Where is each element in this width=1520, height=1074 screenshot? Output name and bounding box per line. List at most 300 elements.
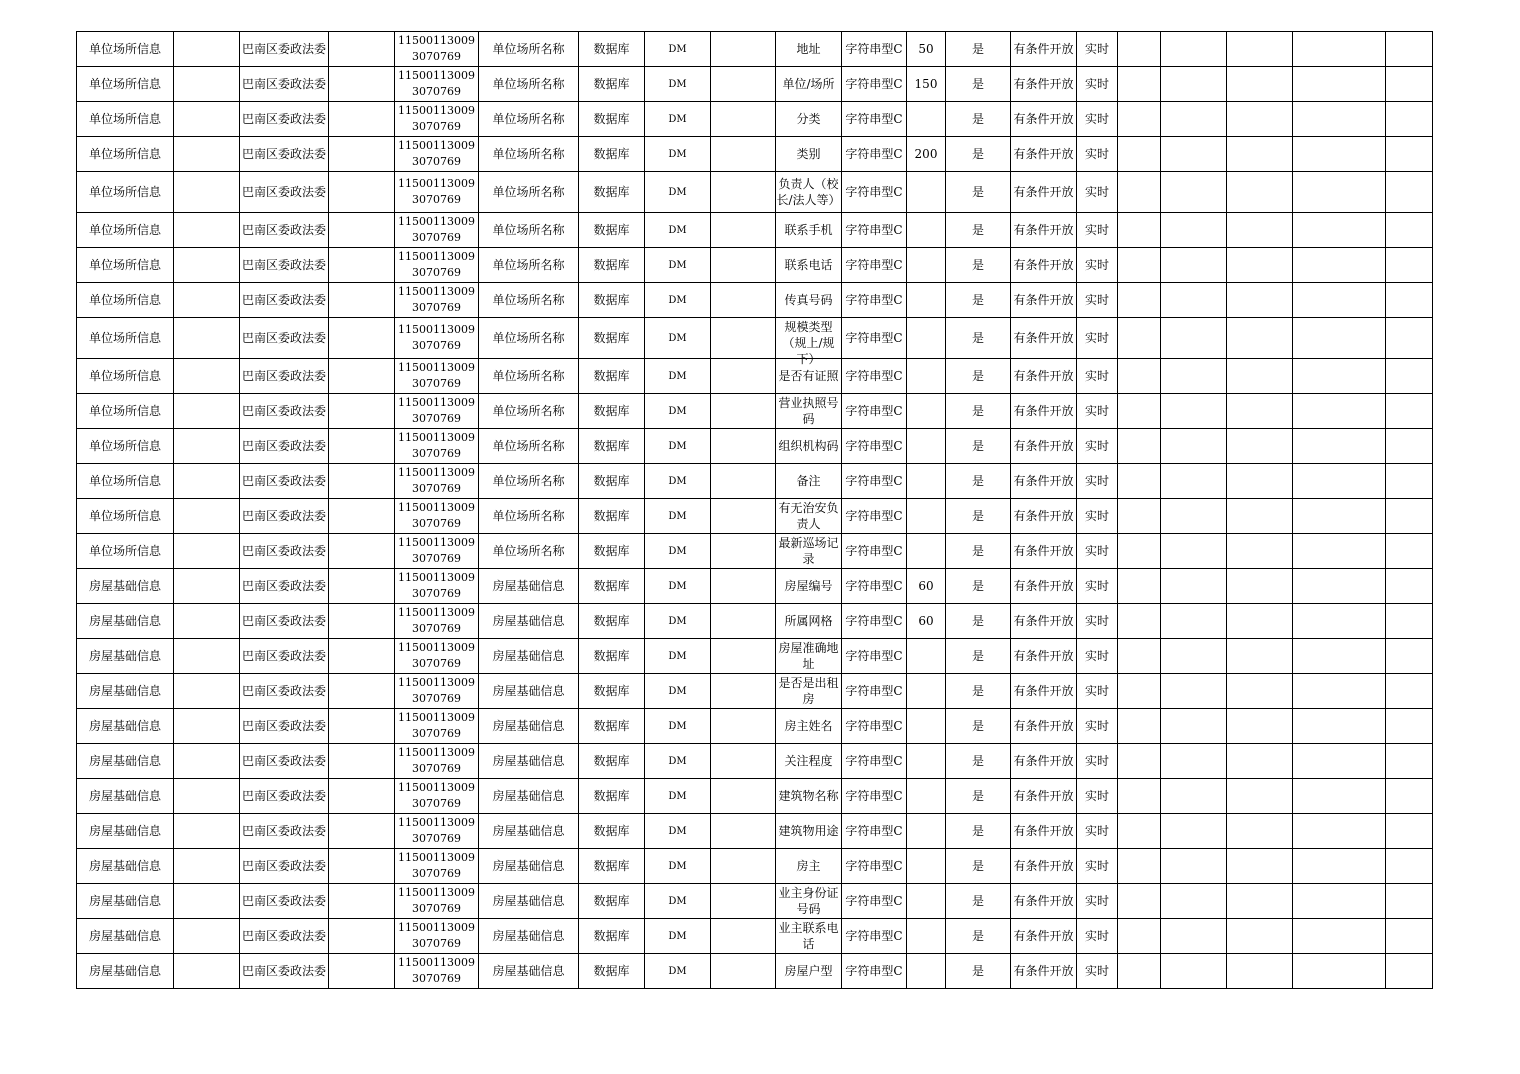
resource-name-cell <box>479 464 579 499</box>
category-cell <box>77 248 174 283</box>
field-name-cell <box>776 779 842 814</box>
length-cell <box>907 248 946 283</box>
category-text: 单位场所信息 <box>88 185 161 199</box>
data-type-text: 字符串型C <box>845 77 903 91</box>
field-name-text: 联系手机 <box>784 223 833 237</box>
resource-name-cell <box>479 318 579 359</box>
table-row <box>77 464 1433 499</box>
data-type-cell <box>842 744 907 779</box>
data-type-text: 字符串型C <box>845 509 903 523</box>
empty-cell <box>1118 639 1161 674</box>
format-text: DM <box>668 686 687 697</box>
required-text: 是 <box>971 42 984 56</box>
code-text: 115001130093070769 <box>398 139 475 168</box>
data-type-text: 字符串型C <box>845 614 903 628</box>
field-name-text: 负责人（校长/法人等） <box>776 177 841 207</box>
update-freq-text: 实时 <box>1084 964 1109 978</box>
required-text: 是 <box>971 964 984 978</box>
format-cell <box>645 499 711 534</box>
table-row <box>77 639 1433 674</box>
update-freq-text: 实时 <box>1084 474 1109 488</box>
table-row <box>77 534 1433 569</box>
format-text: DM <box>668 260 687 271</box>
empty-cell <box>1227 359 1293 394</box>
required-cell <box>946 919 1011 954</box>
department-cell <box>240 604 329 639</box>
update-freq-cell <box>1077 318 1118 359</box>
empty-cell <box>1118 359 1161 394</box>
field-name-cell <box>776 137 842 172</box>
data-type-cell <box>842 779 907 814</box>
empty-cell <box>1118 604 1161 639</box>
empty-cell <box>329 394 395 429</box>
required-cell <box>946 172 1011 213</box>
source-cell <box>579 534 645 569</box>
update-freq-text: 实时 <box>1084 404 1109 418</box>
table-row <box>77 102 1433 137</box>
category-cell <box>77 32 174 67</box>
category-text: 房屋基础信息 <box>88 754 161 768</box>
category-text: 单位场所信息 <box>88 439 161 453</box>
resource-name-text: 房屋基础信息 <box>492 929 565 943</box>
source-text: 数据库 <box>593 579 630 593</box>
code-text: 115001130093070769 <box>398 641 475 670</box>
required-text: 是 <box>971 754 984 768</box>
source-text: 数据库 <box>593 544 630 558</box>
data-type-text: 字符串型C <box>845 964 903 978</box>
department-text: 巴南区委政法委 <box>241 112 326 126</box>
required-cell <box>946 709 1011 744</box>
field-name-text: 最新巡场记录 <box>778 536 839 566</box>
source-cell <box>579 248 645 283</box>
data-type-cell <box>842 429 907 464</box>
required-cell <box>946 32 1011 67</box>
empty-cell <box>1386 32 1433 67</box>
resource-name-cell <box>479 248 579 283</box>
data-type-text: 字符串型C <box>845 929 903 943</box>
data-type-text: 字符串型C <box>845 369 903 383</box>
category-cell <box>77 674 174 709</box>
required-text: 是 <box>971 112 984 126</box>
format-text: DM <box>668 511 687 522</box>
share-type-cell <box>1011 779 1077 814</box>
source-cell <box>579 213 645 248</box>
empty-cell <box>711 283 776 318</box>
update-freq-text: 实时 <box>1084 42 1109 56</box>
empty-cell <box>1118 884 1161 919</box>
length-cell <box>907 814 946 849</box>
required-cell <box>946 639 1011 674</box>
category-text: 房屋基础信息 <box>88 649 161 663</box>
format-text: DM <box>668 79 687 90</box>
empty-cell <box>1227 499 1293 534</box>
format-text: DM <box>668 225 687 236</box>
category-cell <box>77 954 174 989</box>
empty-cell <box>174 534 240 569</box>
department-text: 巴南区委政法委 <box>241 509 326 523</box>
table-row <box>77 779 1433 814</box>
data-type-text: 字符串型C <box>845 404 903 418</box>
empty-cell <box>1386 779 1433 814</box>
empty-cell <box>1293 499 1386 534</box>
source-text: 数据库 <box>593 964 630 978</box>
share-type-cell <box>1011 569 1077 604</box>
table-body <box>77 32 1433 989</box>
data-type-cell <box>842 172 907 213</box>
required-cell <box>946 137 1011 172</box>
code-cell <box>395 32 479 67</box>
format-text: DM <box>668 791 687 802</box>
data-type-cell <box>842 814 907 849</box>
empty-cell <box>174 213 240 248</box>
empty-cell <box>1386 534 1433 569</box>
resource-name-cell <box>479 674 579 709</box>
source-cell <box>579 172 645 213</box>
empty-cell <box>711 849 776 884</box>
code-cell <box>395 709 479 744</box>
empty-cell <box>174 639 240 674</box>
field-name-cell <box>776 32 842 67</box>
code-cell <box>395 534 479 569</box>
empty-cell <box>1227 744 1293 779</box>
length-text: 60 <box>918 614 934 628</box>
table-row <box>77 604 1433 639</box>
source-text: 数据库 <box>593 789 630 803</box>
source-cell <box>579 604 645 639</box>
update-freq-text: 实时 <box>1084 223 1109 237</box>
empty-cell <box>1161 283 1227 318</box>
code-cell <box>395 67 479 102</box>
empty-cell <box>1227 849 1293 884</box>
update-freq-cell <box>1077 604 1118 639</box>
department-cell <box>240 569 329 604</box>
format-text: DM <box>668 896 687 907</box>
empty-cell <box>174 954 240 989</box>
resource-name-text: 房屋基础信息 <box>492 649 565 663</box>
code-cell <box>395 884 479 919</box>
empty-cell <box>174 248 240 283</box>
resource-name-text: 单位场所名称 <box>492 77 565 91</box>
data-type-cell <box>842 954 907 989</box>
empty-cell <box>711 429 776 464</box>
department-cell <box>240 709 329 744</box>
data-type-cell <box>842 32 907 67</box>
empty-cell <box>1386 604 1433 639</box>
source-cell <box>579 318 645 359</box>
data-type-text: 字符串型C <box>845 544 903 558</box>
share-type-cell <box>1011 394 1077 429</box>
update-freq-text: 实时 <box>1084 77 1109 91</box>
empty-cell <box>1118 248 1161 283</box>
resource-name-text: 单位场所名称 <box>492 404 565 418</box>
length-cell <box>907 137 946 172</box>
empty-cell <box>174 919 240 954</box>
department-text: 巴南区委政法委 <box>241 859 326 873</box>
empty-cell <box>1118 919 1161 954</box>
format-cell <box>645 67 711 102</box>
code-cell <box>395 464 479 499</box>
empty-cell <box>174 674 240 709</box>
required-text: 是 <box>971 258 984 272</box>
empty-cell <box>1386 674 1433 709</box>
format-cell <box>645 429 711 464</box>
empty-cell <box>1293 709 1386 744</box>
code-cell <box>395 919 479 954</box>
source-cell <box>579 137 645 172</box>
length-cell <box>907 604 946 639</box>
empty-cell <box>174 32 240 67</box>
code-cell <box>395 429 479 464</box>
resource-name-cell <box>479 639 579 674</box>
category-cell <box>77 359 174 394</box>
department-cell <box>240 137 329 172</box>
category-cell <box>77 429 174 464</box>
empty-cell <box>1161 674 1227 709</box>
empty-cell <box>329 318 395 359</box>
empty-cell <box>1118 709 1161 744</box>
field-name-cell <box>776 954 842 989</box>
resource-name-cell <box>479 429 579 464</box>
required-text: 是 <box>971 331 984 345</box>
required-cell <box>946 604 1011 639</box>
source-text: 数据库 <box>593 719 630 733</box>
required-text: 是 <box>971 719 984 733</box>
category-text: 单位场所信息 <box>88 112 161 126</box>
empty-cell <box>1386 639 1433 674</box>
empty-cell <box>1227 674 1293 709</box>
category-text: 单位场所信息 <box>88 293 161 307</box>
empty-cell <box>1227 248 1293 283</box>
format-text: DM <box>668 333 687 344</box>
share-type-text: 有条件开放 <box>1013 964 1074 978</box>
department-cell <box>240 954 329 989</box>
update-freq-cell <box>1077 569 1118 604</box>
empty-cell <box>1293 248 1386 283</box>
category-cell <box>77 604 174 639</box>
empty-cell <box>329 213 395 248</box>
empty-cell <box>711 674 776 709</box>
category-cell <box>77 464 174 499</box>
resource-name-text: 单位场所名称 <box>492 544 565 558</box>
category-text: 房屋基础信息 <box>88 929 161 943</box>
share-type-cell <box>1011 318 1077 359</box>
category-text: 房屋基础信息 <box>88 859 161 873</box>
share-type-cell <box>1011 67 1077 102</box>
data-type-cell <box>842 884 907 919</box>
format-text: DM <box>668 476 687 487</box>
required-text: 是 <box>971 649 984 663</box>
field-name-cell <box>776 102 842 137</box>
code-text: 115001130093070769 <box>398 285 475 314</box>
format-cell <box>645 779 711 814</box>
department-text: 巴南区委政法委 <box>241 824 326 838</box>
code-cell <box>395 569 479 604</box>
empty-cell <box>1293 137 1386 172</box>
format-cell <box>645 709 711 744</box>
code-text: 115001130093070769 <box>398 466 475 495</box>
department-text: 巴南区委政法委 <box>241 404 326 418</box>
share-type-cell <box>1011 674 1077 709</box>
code-cell <box>395 283 479 318</box>
share-type-cell <box>1011 359 1077 394</box>
empty-cell <box>329 814 395 849</box>
field-name-cell <box>776 639 842 674</box>
field-name-cell <box>776 213 842 248</box>
format-cell <box>645 954 711 989</box>
format-text: DM <box>668 826 687 837</box>
category-text: 房屋基础信息 <box>88 719 161 733</box>
code-cell <box>395 954 479 989</box>
data-type-text: 字符串型C <box>845 223 903 237</box>
department-cell <box>240 67 329 102</box>
code-cell <box>395 213 479 248</box>
update-freq-text: 实时 <box>1084 894 1109 908</box>
length-cell <box>907 744 946 779</box>
field-name-text: 单位/场所 <box>782 77 835 91</box>
department-cell <box>240 32 329 67</box>
share-type-text: 有条件开放 <box>1013 77 1074 91</box>
update-freq-text: 实时 <box>1084 614 1109 628</box>
empty-cell <box>1386 213 1433 248</box>
empty-cell <box>1227 569 1293 604</box>
share-type-text: 有条件开放 <box>1013 614 1074 628</box>
update-freq-text: 实时 <box>1084 147 1109 161</box>
field-name-text: 建筑物用途 <box>778 824 839 838</box>
table-row <box>77 744 1433 779</box>
required-text: 是 <box>971 614 984 628</box>
category-text: 单位场所信息 <box>88 331 161 345</box>
source-text: 数据库 <box>593 42 630 56</box>
source-cell <box>579 884 645 919</box>
resource-name-cell <box>479 849 579 884</box>
empty-cell <box>1386 499 1433 534</box>
empty-cell <box>1227 709 1293 744</box>
length-cell <box>907 359 946 394</box>
empty-cell <box>711 779 776 814</box>
field-name-text: 是否是出租房 <box>778 676 839 706</box>
field-name-cell <box>776 849 842 884</box>
department-text: 巴南区委政法委 <box>241 147 326 161</box>
empty-cell <box>1293 954 1386 989</box>
empty-cell <box>1386 954 1433 989</box>
table-row <box>77 172 1433 213</box>
empty-cell <box>1293 67 1386 102</box>
code-cell <box>395 359 479 394</box>
data-type-text: 字符串型C <box>845 258 903 272</box>
empty-cell <box>1161 569 1227 604</box>
empty-cell <box>174 779 240 814</box>
update-freq-text: 实时 <box>1084 331 1109 345</box>
share-type-cell <box>1011 499 1077 534</box>
share-type-text: 有条件开放 <box>1013 509 1074 523</box>
field-name-cell <box>776 534 842 569</box>
empty-cell <box>711 102 776 137</box>
department-cell <box>240 102 329 137</box>
department-text: 巴南区委政法委 <box>241 77 326 91</box>
format-cell <box>645 102 711 137</box>
required-cell <box>946 499 1011 534</box>
empty-cell <box>174 884 240 919</box>
code-text: 115001130093070769 <box>398 501 475 530</box>
category-text: 单位场所信息 <box>88 544 161 558</box>
department-text: 巴南区委政法委 <box>241 754 326 768</box>
empty-cell <box>1386 359 1433 394</box>
field-name-text: 营业执照号码 <box>778 396 839 426</box>
empty-cell <box>1293 569 1386 604</box>
update-freq-cell <box>1077 137 1118 172</box>
empty-cell <box>1227 464 1293 499</box>
field-name-cell <box>776 394 842 429</box>
format-text: DM <box>668 371 687 382</box>
category-cell <box>77 137 174 172</box>
field-name-text: 关注程度 <box>784 754 833 768</box>
empty-cell <box>1118 67 1161 102</box>
table-row <box>77 213 1433 248</box>
required-cell <box>946 394 1011 429</box>
category-cell <box>77 884 174 919</box>
empty-cell <box>711 213 776 248</box>
empty-cell <box>1227 639 1293 674</box>
resource-name-cell <box>479 919 579 954</box>
data-type-cell <box>842 919 907 954</box>
update-freq-cell <box>1077 884 1118 919</box>
category-cell <box>77 394 174 429</box>
update-freq-text: 实时 <box>1084 929 1109 943</box>
department-text: 巴南区委政法委 <box>241 964 326 978</box>
length-cell <box>907 849 946 884</box>
code-text: 115001130093070769 <box>398 177 475 206</box>
empty-cell <box>711 499 776 534</box>
empty-cell <box>174 744 240 779</box>
department-cell <box>240 744 329 779</box>
required-text: 是 <box>971 147 984 161</box>
update-freq-cell <box>1077 248 1118 283</box>
required-cell <box>946 884 1011 919</box>
department-text: 巴南区委政法委 <box>241 789 326 803</box>
empty-cell <box>711 172 776 213</box>
empty-cell <box>711 919 776 954</box>
resource-name-cell <box>479 394 579 429</box>
empty-cell <box>1386 248 1433 283</box>
update-freq-text: 实时 <box>1084 649 1109 663</box>
share-type-cell <box>1011 429 1077 464</box>
data-type-text: 字符串型C <box>845 474 903 488</box>
field-name-text: 传真号码 <box>784 293 833 307</box>
data-type-cell <box>842 604 907 639</box>
update-freq-cell <box>1077 102 1118 137</box>
resource-name-cell <box>479 779 579 814</box>
empty-cell <box>1227 172 1293 213</box>
source-cell <box>579 569 645 604</box>
required-text: 是 <box>971 509 984 523</box>
category-text: 房屋基础信息 <box>88 579 161 593</box>
code-cell <box>395 814 479 849</box>
data-type-text: 字符串型C <box>845 293 903 307</box>
empty-cell <box>1161 464 1227 499</box>
length-cell <box>907 213 946 248</box>
share-type-cell <box>1011 709 1077 744</box>
source-cell <box>579 814 645 849</box>
department-cell <box>240 849 329 884</box>
required-cell <box>946 849 1011 884</box>
length-text: 150 <box>914 77 938 91</box>
code-text: 115001130093070769 <box>398 431 475 460</box>
empty-cell <box>711 639 776 674</box>
code-text: 115001130093070769 <box>398 711 475 740</box>
table-row <box>77 849 1433 884</box>
update-freq-cell <box>1077 919 1118 954</box>
table-row <box>77 67 1433 102</box>
